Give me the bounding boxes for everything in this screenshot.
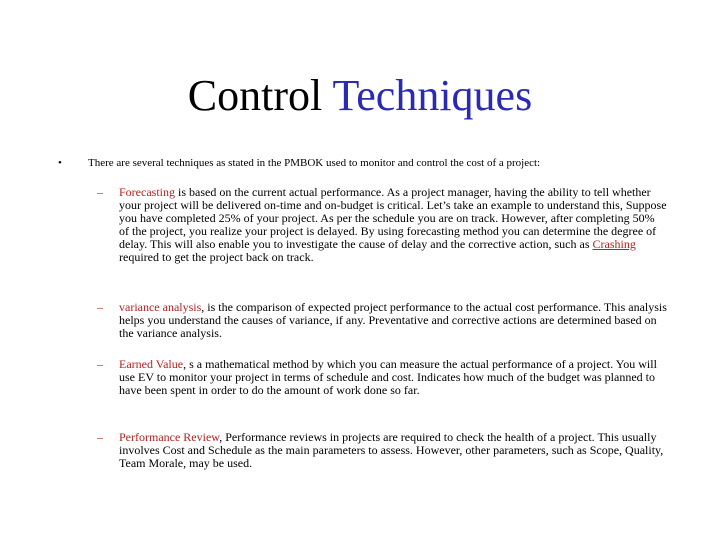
sub-item-forecasting <box>97 186 667 263</box>
bullet-icon: • <box>58 157 62 169</box>
sub-item-variance-analysis <box>97 301 667 340</box>
term-earned-value: Earned Value <box>119 357 184 371</box>
sub-item-body <box>119 358 667 397</box>
sub-item-text-after: required to get the project back on track. <box>119 249 314 264</box>
sub-item-text: , is the comparison of expected project performance to the actual cost performance. This analysis helps you understand the causes of variance, if any. Preventative and corrective actions are determined based on the variance analysis. <box>119 300 667 340</box>
sub-item-text: , Performance reviews in projects are required to check the health of a project. This usually involves Cost and Schedule as the main parameters to assess. However, other parameters, such as Scope, Quality, Team Morale, may be used. <box>119 430 664 470</box>
dash-icon: – <box>97 300 103 314</box>
sub-item-text: , s a mathematical method by which you can measure the actual performance of a project. You will use EV to monitor your project in terms of schedule and cost. Indicates how much of the budget was planned to have been spent in order to do the amount of work done so far. <box>119 357 657 397</box>
sub-item-body <box>119 301 667 340</box>
sub-item-text: is based on the current actual performance. As a project manager, having the ability to tell whether your project will be delivered on-time and on-budget is critical. Let’s take an example to understand this, Suppose you have completed 25% of your project. As per the schedule you are on track. However, after completing 50% of the project, you realize your project is delayed. By using forecasting method you can determine the degree of delay. This will also enable you to investigate the cause of delay and the corrective action, such as <box>119 185 667 251</box>
sub-item-body <box>119 186 667 263</box>
sub-item-earned-value <box>97 358 667 397</box>
crashing-link[interactable]: Crashing <box>592 236 636 251</box>
term-variance-analysis: variance analysis <box>119 300 202 314</box>
sub-item-performance-review <box>97 431 667 470</box>
intro-text: There are several techniques as stated in the PMBOK used to monitor and control the cost of a project: <box>88 157 541 169</box>
dash-icon: – <box>97 430 103 444</box>
term-performance-review: Performance Review <box>119 430 220 444</box>
term-forecasting: Forecasting <box>119 185 175 199</box>
sub-item-body <box>119 431 667 470</box>
slide-title-part1: Control <box>187 71 333 120</box>
dash-icon: – <box>97 185 103 199</box>
slide-title <box>0 70 720 122</box>
slide-title-part2: Techniques <box>332 71 533 120</box>
dash-icon: – <box>97 357 103 371</box>
